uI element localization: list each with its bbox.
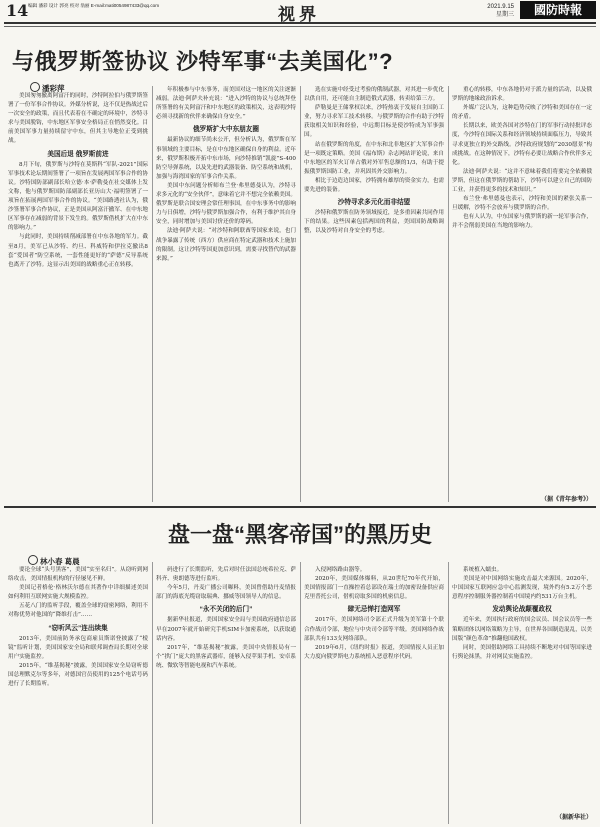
weekday-text: 星期三 [495, 12, 514, 18]
column-divider [300, 86, 301, 502]
section-title: 视界 [278, 5, 320, 25]
article2-col1: 要论全球“头号黑客”，美国“实至名归”。从窃听到网络攻击，美国情报机构的行径屡见不鲜。 美国记者格伦·格林沃尔德在其著作中详细描述美国如何利用互联网实施大规模监控。 五花八门的监听手段，覆盖全球的窃密网络，利用不对称优势对他国的“降维打击”…… “窃听风云”连出续集 2013年，美国前防务承包商雇员斯诺登披露了“棱镜”监听计划，美国国家安全局和联邦调查局长期对全球用户实施监控。 2015年，“维基揭秘”披露，美国国家安全局窃听德国总理默克尔等多年，对德国官员使用的125个电话号码进行了长期监听。 [8, 567, 148, 688]
column-divider [448, 86, 449, 502]
paragraph: 年积极参与中东事务，而美国对这一地区的关注逐渐减弱。法迪·阿萨夫补充说：“进入沙特的协议与总统拜登所签署的有关阿富汗和中东地区的政策相关，这表明沙特必须寻找新的伙伴来确保自身安全。” [156, 87, 296, 121]
sub-heading: 沙特寻求多元化而非结盟 [337, 199, 411, 207]
header-rule-thin [4, 26, 596, 27]
article1-col4: 重心的转移，中东各地仍对于派力量的活动，以及俄罗斯的地缘政治诉求。 外媒广泛认为，这种趋势反映了沙特和美国存在一定的矛盾。 长期以来，欧美各国对沙特在门的军事行动持批评态度，今沙特在国际关系和经济领域持续面临压力，导致其寻求更独立的外交路线。沙特政府规划的“2030愿景”构成挑战。在这种情况下，沙特有必要让战略合作伙伴多元化。 法迪·阿萨夫说：“这并不意味着我们将要完全依赖俄罗斯，但这在俄罗斯的帮助下，沙特可以建立自己的国防工业，并获得更多的技术和知识。” 布兰登·弗里德曼也表示，沙特和美国的紧张关系一旦缓解，沙特不会放弃与俄罗斯的合作。 也有人认为，中东国家与俄罗斯的新一轮军事合作，并不会削弱美国在当地的影响力。 [452, 87, 592, 230]
article1-credit: （据《青年参考》） [540, 496, 592, 503]
editor-contacts: 编辑 潘彩 设计 郭亮 校对 翁丽 E-mail:mati0054987433@qq.com [28, 3, 160, 8]
section-divider [4, 506, 596, 508]
article1-col2: 年积极参与中东事务，而美国对这一地区的关注逐渐减弱。法迪·阿萨夫补充说：“进入沙特的协议与总统拜登所签署的有关阿富汗和中东地区的政策相关，这表明沙特必须寻找新的伙伴来确保自身安全。” 俄罗斯扩大中东朋友圈 最新协议的细节尚未公开，但分析认为，俄罗斯在军事领域的主要目标，是在中东地区确保自身的利益。近年来，俄罗斯积极开拓中东市场，向沙特推销“凯旋”S-400防空导弹系统，以及先进的武器装备、防空系统和战机，加强与海湾国家的军事合作关系。 美国中东问题分析师布兰登·弗里德曼认为，沙特寻求多元化的“安全伙伴”，意味着它并不想完全依赖美国。俄罗斯是联合国安理会常任理事国，在中东事务中的影响力与日俱增，沙特与俄罗斯加强合作，有利于维护其自身安全，同时增加与美国讨价还价的筹码。 法迪·阿萨夫说：“对沙特和阿联酋等国家来说，也门战争暴露了传统（西方）供应商在特定武器和技术上施加的限制。这让沙特等国更加意识到，需要寻找替代的武器来源。” [156, 87, 296, 262]
page-number: 14 [6, 1, 29, 20]
masthead-logo: 國防時報 [520, 1, 596, 19]
article2-col3: 入侵网络路由器等。 2020年，美国媒体爆料，从20世纪70年代开始，美国情报部门一直操控着总部设在瑞士的加密设备供应商克里普托公司，借机窃取多国的机密信息。 肆无忌惮打造网军 2017年，美国网络司令部正式升级为美军第十个联合作战司令部，地位与中央司令部等平级。美国网络作战部队共有133支网络部队。 2019年6月，《纽约时报》报道，美国情报人员正加大力度向俄罗斯电力系统植入恶意程序代码。 [304, 567, 444, 660]
header-rule [4, 22, 596, 24]
column-divider [152, 86, 153, 502]
date-text: 2021.9.15 [487, 4, 514, 10]
sub-heading: 俄罗斯扩大中东朋友圈 [193, 126, 259, 134]
article2-credit: （据新华社） [555, 814, 592, 821]
column-divider [300, 562, 301, 824]
article2-col4: 系统植入蠕虫。 美国是对中国网络实施攻击最大来源国。2020年，中国国家互联网应急中心监测发现，境外约有5.2万个恶意程序控制服务器控制着中国境内约531万台主机。 发动舆论战颠覆政权 近年来，美国执行政府的国会议员、国会议员等一些策略团体以网络策略为主导，在世界各国制造混乱，以美国版“颜色革命”推翻他国政权。 同时，美国借助网络工具持续不断地对中国等国家进行舆论抹黑，并对网民实施监控。 [452, 567, 592, 660]
sub-heading: 肆无忌惮打造网军 [347, 606, 401, 614]
article1-col3: 选在实施中经受过考验的俄制武器，对其进一步优化以供自用，还可能自主制造俄式武器，转卖给第三方。 萨勒曼是王储掌权以来，沙特热衷于发展自主国防工业，努力寻求军工技术转移。与俄罗斯的合作有助于沙特获取相关知识和经验，中远期目标是使沙特成为军事强国。 站在俄罗斯的角度，在中东和北非地区扩大军事合作是一项既定策略。美国《福布斯》杂志网站评论说，来自中东地区的军火订单占俄对外军售总额的1/3，有助于提振俄罗斯国防工业，并巩固其外交影响力。 相比于边造边国家，沙特拥有雄厚的资金实力，也需要先进的装备。 沙特寻求多元化而非结盟 沙特和俄罗斯在防务领域接近，是多重因素共同作用下的结果。这些因素包括两国的利益，美国国防战略调整，以及沙特对自身安全的考虑。 [304, 87, 444, 235]
sub-heading: “永不关闭的后门” [199, 606, 253, 614]
sub-heading: 美国后退 俄罗斯前进 [47, 150, 109, 158]
article1-headline: 与俄罗斯签协议 沙特军事“去美国化”? [12, 49, 394, 74]
byline-icon [28, 555, 38, 565]
article2-col2: 码进行了长期监听，先后对时任法国总统希拉克、萨科齐、奥朗德等进行监听。 今年5月，丹麦广播公司曝料，美国曾借助丹麦情报部门的海底光缆窃取瑞典、挪威等国领导人的信息。 “永不关闭的后门” 据新华社报道，美国国家安全局与美国政府通信总部早在2007年就开始研究手机SIM卡加密系统，以获取通话内容。 2017年，“维基揭秘”披露，美国中央情报局有一个“拱门”庞大的黑客武器库，能够入侵苹果手机、安卓系统、微软等智能电视和汽车系统。 [156, 567, 296, 669]
article2-byline: 林小春 葛晨 [28, 555, 80, 567]
sub-heading: 发动舆论战颠覆政权 [492, 606, 552, 614]
byline-icon [30, 82, 40, 92]
column-divider [152, 562, 153, 824]
paragraph: 美国匆匆撤离阿富汗的同时，沙特阿拉伯与俄罗斯签署了一份军事合作协议。外媒分析说，这不仅是热战过后一次安全的政策，而且代表着在不确定的环境中，沙特寻求与美国脱钩，中东地区军事安全格局正在悄然变化。目前美国军事力量持续留守中东，但其主导地位正受到挑战。 [8, 93, 148, 145]
article1-byline: 潘彩萍 [30, 82, 65, 94]
sub-heading: “窃听风云”连出续集 [48, 624, 108, 632]
issue-date [470, 3, 514, 19]
column-divider [448, 562, 449, 824]
article2-headline: 盘一盘“黑客帝国”的黑历史 [167, 522, 432, 547]
article1-col1: 美国匆匆撤离阿富汗的同时，沙特阿拉伯与俄罗斯签署了一份军事合作协议。外媒分析说，这不仅是热战过后一次安全的政策，而且代表着在不确定的环境中，沙特寻求与美国脱钩，中东地区军事安全格局正在悄然变化。目前美国军事力量持续留守中东，但其主导地位正受到挑战。 美国后退 俄罗斯前进 8月下旬，俄罗斯与沙特在莫斯科“军队-2021”国际军事技术论坛期间签署了一项旨在发展两国军事合作的协议。沙特国防部副部长哈立德·本·萨勒曼在社交媒体上发文称，他与俄罗斯国防部副部长亚历山大·福明签署了一项旨在拓展两国军事合作的协议。“美国路透社认为，俄沙签署军事合作协议，正是美国从阿富汗撤军、在中东地区军事存在减弱的背景下发生的。俄罗斯借机扩大在中东的影响力。” 与此同时，美国持续削减部署在中东各地的军力。截至8月，美军已从沙特、约旦、科威特和伊拉克撤出8套“爱国者”防空系统，一套性能更好的“萨德”反导系统也离开了沙特。这显示出美国的战略重心正在转移。 [8, 93, 148, 268]
paragraph: 重心的转移，中东各地仍对于派力量的活动，以及俄罗斯的地缘政治诉求。 [452, 87, 592, 103]
paragraph: 选在实施中经受过考验的俄制武器，对其进一步优化以供自用，还可能自主制造俄式武器，转卖给第三方。 [304, 87, 444, 103]
